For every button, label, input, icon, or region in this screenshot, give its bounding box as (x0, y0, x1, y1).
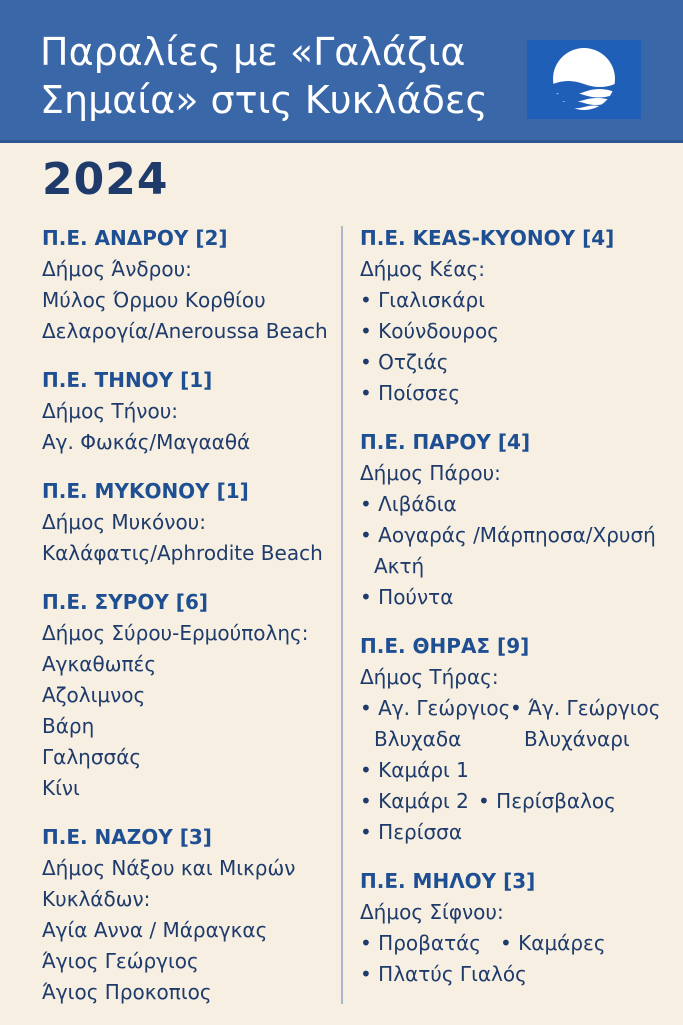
municipality-label: Δήμος Τήρας: (360, 665, 499, 689)
section-title: Π.Ε. ΠΑΡΟΥ [4] (360, 430, 531, 454)
right-column (360, 222, 675, 1007)
beach-pair (360, 693, 675, 755)
left-column (42, 222, 332, 1025)
beach-item: • Κούνδουρος (360, 316, 675, 347)
beach-item: Δελαρογία/Aneroussa Beach (42, 319, 328, 343)
beach-item: Κίνι (42, 776, 80, 800)
beach-item-cont: Βλυχάναρι (524, 727, 630, 751)
page-title (40, 28, 520, 124)
section-title: Π.Ε. ΜΥΚΟΝΟΥ [1] (42, 479, 249, 503)
section-mykonos (42, 475, 332, 569)
beach-item: • Πούντα (360, 582, 675, 613)
municipality-label: Δήμος Νάξου και Μικρών (42, 856, 296, 880)
beach-item: Άγιος Γεώργιος (42, 949, 199, 973)
municipality-label: Δήμος Κέας: (360, 257, 485, 281)
beach-item-cont: Βλυχαδα (374, 727, 462, 751)
section-title: Π.Ε. ΝΑΖΟΥ [3] (42, 825, 212, 849)
beach-item: • Άγ. Γεώργιος (510, 693, 675, 724)
section-title: Π.Ε. ΣΥΡΟΥ [6] (42, 590, 209, 614)
beach-item: • Καμάρες (500, 928, 606, 959)
beach-item: Καλάφατις/Aphrodite Beach (42, 541, 323, 565)
beach-item: • Γιαλισκάρι (360, 285, 675, 316)
beach-item: • Πλατύς Γιαλός (360, 959, 675, 990)
municipality-label: Δήμος Τήνου: (42, 399, 179, 423)
beach-item: • Περίσβαλος (478, 786, 616, 817)
section-paros (360, 426, 675, 613)
municipality-label-cont: Κυκλάδων: (42, 887, 151, 911)
section-title: Π.Ε. ΘΗΡΑΣ [9] (360, 634, 530, 658)
beach-item: • Καμάρι 1 (360, 755, 675, 786)
section-title: Π.Ε. ΑΝΔΡΟΥ [2] (42, 226, 228, 250)
section-naxos (42, 821, 332, 1008)
header-banner (0, 0, 683, 143)
beach-item: Αγκαθωπές (42, 652, 157, 676)
beach-item: • Αγ. Γεώργιος (360, 693, 510, 724)
year-heading: 2024 (42, 154, 169, 205)
municipality-label: Δήμος Σύρου-Ερμούπολης: (42, 621, 309, 645)
section-title: Π.Ε. ΚΕΑS-ΚΥΟΝΟΥ [4] (360, 226, 615, 250)
blue-flag-icon (527, 40, 641, 119)
beach-item: • Προβατάς (360, 928, 500, 959)
beach-item: • Περίσσα (360, 817, 675, 848)
municipality-label: Δήμος Μυκόνου: (42, 510, 206, 534)
municipality-label: Δήμος Πάρου: (360, 461, 501, 485)
section-milou (360, 865, 675, 990)
beach-item: • Οτζιάς (360, 347, 675, 378)
beach-item-cont: Ακτή (374, 554, 425, 578)
beach-item: • Αογαράς /Μάρπηοσα/Χρυσή (360, 520, 675, 551)
column-divider (341, 226, 343, 1004)
beach-item: Αγία Αννα / Μάραγκας (42, 918, 268, 942)
section-keas (360, 222, 675, 409)
beach-item: • Ποίσσες (360, 378, 675, 409)
title-line-1: Παραλίες με «Γαλάζια (40, 30, 466, 74)
beach-pair (360, 928, 675, 959)
beach-item: Άγιος Προκοπιος (42, 980, 212, 1004)
section-title: Π.Ε. ΤΗΝΟΥ [1] (42, 368, 213, 392)
beach-item: • Λιβάδια (360, 489, 675, 520)
municipality-label: Δήμος Άνδρου: (42, 257, 192, 281)
section-andros (42, 222, 332, 347)
beach-pair (360, 786, 675, 817)
beach-item: • Καμάρι 2 (360, 786, 478, 817)
beach-item: Αζολιμνος (42, 683, 146, 707)
beach-item: Γαλησσάς (42, 745, 142, 769)
municipality-label: Δήμος Σίφνου: (360, 900, 504, 924)
section-tinos (42, 364, 332, 458)
section-title: Π.Ε. ΜΗΛΟΥ [3] (360, 869, 536, 893)
section-syros (42, 586, 332, 804)
beach-item: Αγ. Φωκάς/Μαγααθά (42, 430, 251, 454)
title-line-2: Σημαία» στις Κυκλάδες (40, 78, 488, 122)
section-thiras (360, 630, 675, 848)
beach-item: Βάρη (42, 714, 95, 738)
beach-item: Μύλος Όρμου Κορθίου (42, 288, 266, 312)
